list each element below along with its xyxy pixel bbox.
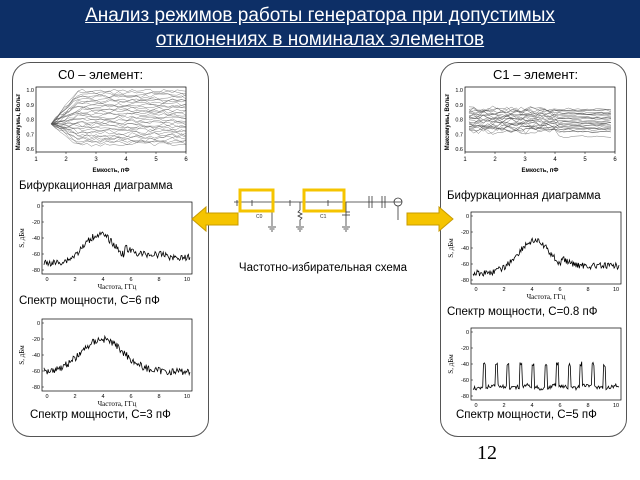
y-tick-label: -20 [32, 220, 40, 226]
y-tick-label: -80 [461, 278, 469, 284]
y-tick-label: -60 [32, 252, 40, 258]
x-tick-label: 10 [183, 394, 191, 400]
x-tick-label: 4 [124, 157, 128, 163]
spec-ylabel: S, дБм [18, 345, 26, 365]
right-spectrum-2-label: Спектр мощности, C=5 пФ [456, 409, 597, 421]
y-tick-label: 0 [36, 204, 40, 210]
x-tick-label: 0 [474, 403, 478, 409]
y-tick-label: 0 [465, 214, 469, 220]
c1-highlight-box [304, 190, 344, 211]
bif-xlabel: Емкость, пФ [92, 168, 130, 174]
spec-ylabel: S, дБм [18, 228, 26, 248]
x-tick-label: 1 [463, 157, 467, 163]
x-tick-label: 3 [94, 157, 98, 163]
x-tick-label: 8 [157, 277, 161, 283]
spec-ylabel: S, дБм [447, 238, 455, 258]
ground-icon [268, 227, 350, 231]
right-spectrum-2 [443, 322, 623, 414]
x-tick-label: 5 [154, 157, 158, 163]
circuit-schematic [232, 182, 410, 254]
y-tick-label: -80 [32, 268, 40, 274]
left-bifurcation-label: Бифуркационная диаграмма [19, 180, 173, 192]
x-tick-label: 6 [558, 287, 562, 293]
circuit-label-c0: C0 [256, 214, 263, 220]
y-tick-label: -80 [461, 394, 469, 400]
y-tick-label: 0.9 [26, 102, 34, 109]
x-tick-label: 4 [553, 157, 557, 163]
x-tick-label: 4 [530, 287, 534, 293]
y-tick-label: 0 [36, 321, 40, 327]
y-tick-label: -20 [461, 230, 469, 236]
y-tick-label: -40 [461, 246, 469, 252]
slide-header [0, 0, 640, 58]
y-tick-label: -20 [32, 337, 40, 343]
x-tick-label: 2 [493, 157, 497, 163]
x-tick-label: 8 [586, 403, 590, 409]
y-tick-label: -40 [32, 236, 40, 242]
y-tick-label: -40 [461, 362, 469, 368]
x-tick-label: 2 [502, 287, 506, 293]
y-tick-label: -60 [32, 369, 40, 375]
y-tick-label: 0.6 [26, 147, 34, 153]
left-spectrum-1 [14, 196, 194, 291]
x-tick-label: 4 [101, 277, 105, 283]
slide-title [0, 4, 640, 52]
left-spectrum-2-label: Спектр мощности, C=3 пФ [30, 409, 171, 421]
x-tick-label: 1 [34, 157, 38, 163]
y-tick-label: -20 [461, 346, 469, 352]
x-tick-label: 10 [612, 403, 620, 409]
circuit-caption: Частотно-избирательная схема [238, 262, 408, 274]
y-tick-label: 0.7 [26, 132, 34, 139]
spec-ylabel: S, дБм [447, 354, 455, 374]
x-tick-label: 10 [612, 287, 620, 293]
right-panel-title: C1 – элемент: [493, 67, 579, 82]
right-arrow-icon [405, 205, 455, 233]
spec-xlabel: Частота, ГГц [97, 283, 137, 291]
left-panel-title: C0 – элемент: [58, 67, 144, 82]
circuit-label-c1: C1 [320, 214, 327, 220]
left-spectrum-2 [14, 313, 194, 408]
title-line-2: отклонениях в номиналах элементов [155, 29, 485, 50]
x-tick-label: 2 [502, 403, 506, 409]
spec-xlabel: Частота, ГГц [526, 293, 566, 301]
x-tick-label: 0 [45, 277, 49, 283]
y-tick-label: 0.7 [455, 132, 463, 139]
x-tick-label: 2 [73, 277, 77, 283]
left-spectrum-1-label: Спектр мощности, C=6 пФ [19, 295, 160, 307]
x-tick-label: 10 [183, 277, 191, 283]
bif-ylabel: Максимумы, Вольт [16, 93, 22, 151]
y-tick-label: 1.0 [455, 88, 463, 94]
title-line-1: Анализ режимов работы генератора при допустимых [85, 5, 555, 26]
bif-xlabel: Емкость, пФ [521, 168, 559, 174]
y-tick-label: 0.8 [455, 117, 463, 124]
spec-xlabel: Частота, ГГц [97, 400, 137, 408]
x-tick-label: 5 [583, 157, 587, 163]
left-bifurcation-diagram [14, 82, 194, 177]
right-bifurcation-diagram [443, 82, 623, 177]
x-tick-label: 6 [129, 394, 133, 400]
right-bifurcation-label: Бифуркационная диаграмма [447, 190, 601, 202]
x-tick-label: 2 [64, 157, 68, 163]
y-tick-label: 0.8 [26, 117, 34, 124]
right-spectrum-1 [443, 206, 623, 301]
right-spectrum-1-label: Спектр мощности, C=0.8 пФ [447, 306, 598, 318]
x-tick-label: 0 [474, 287, 478, 293]
y-tick-label: 0.6 [455, 147, 463, 153]
y-tick-label: 0.9 [455, 102, 463, 109]
y-tick-label: 0 [465, 330, 469, 336]
x-tick-label: 8 [586, 287, 590, 293]
y-tick-label: -60 [461, 378, 469, 384]
x-tick-label: 0 [45, 394, 49, 400]
x-tick-label: 6 [613, 157, 617, 163]
x-tick-label: 8 [157, 394, 161, 400]
x-tick-label: 6 [129, 277, 133, 283]
x-tick-label: 3 [523, 157, 527, 163]
y-tick-label: -60 [461, 262, 469, 268]
x-tick-label: 4 [101, 394, 105, 400]
y-tick-label: -80 [32, 385, 40, 391]
y-tick-label: -40 [32, 353, 40, 359]
bif-ylabel: Максимумы, Вольт [445, 93, 451, 151]
x-tick-label: 6 [558, 403, 562, 409]
y-tick-label: 1.0 [26, 88, 34, 94]
page-number: 12 [477, 442, 497, 464]
x-tick-label: 4 [530, 403, 534, 409]
x-tick-label: 6 [184, 157, 188, 163]
c0-highlight-box [240, 190, 273, 211]
x-tick-label: 2 [73, 394, 77, 400]
